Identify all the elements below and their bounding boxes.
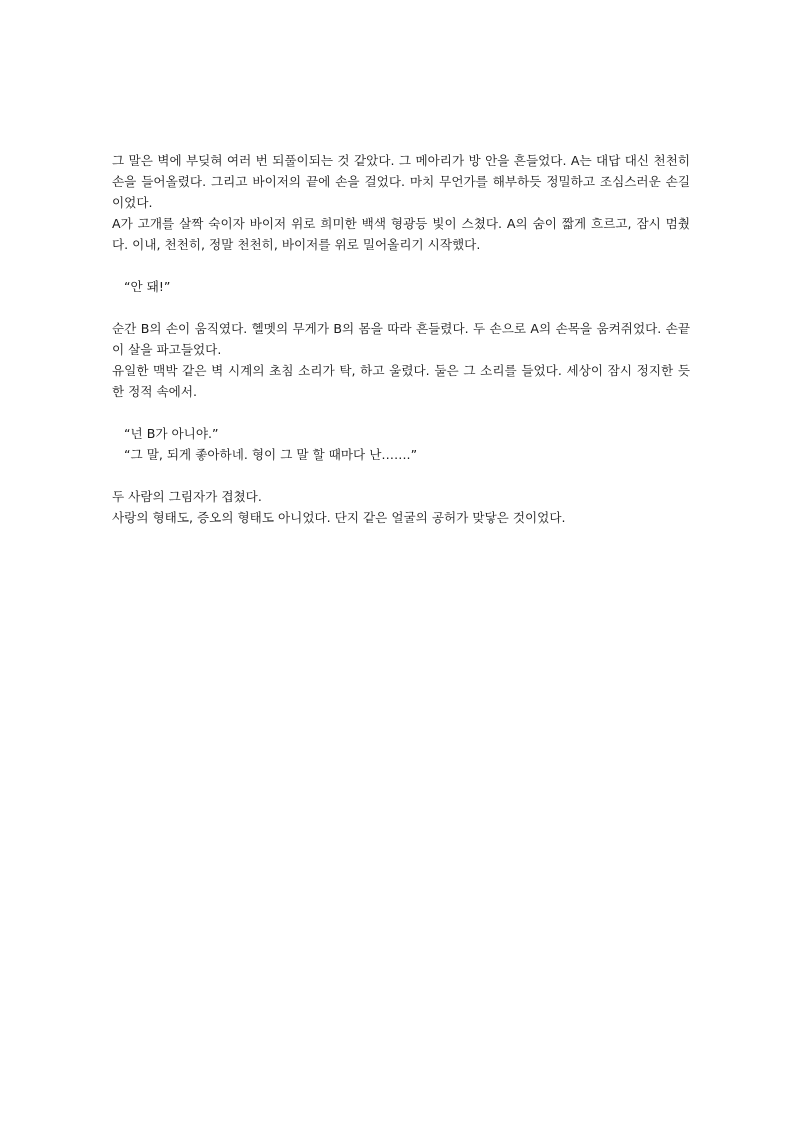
paragraph: 그 말은 벽에 부딪혀 여러 번 되풀이되는 것 같았다. 그 메아리가 방 안을 흔들었다. A는 대답 대신 천천히 손을 들어올렸다. 그리고 바이저의 끝에 손을 걸었다. 마치 무언가를 해부하듯 정밀하고 조심스러운 손길이었다. — [112, 153, 690, 210]
paragraph: 순간 B의 손이 움직였다. 헬멧의 무게가 B의 몸을 따라 흔들렸다. 두 손으로 A의 손목을 움켜쥐었다. 손끝이 살을 파고들었다. — [112, 321, 690, 357]
paragraph-gap — [112, 297, 690, 318]
dialogue-line: “그 말, 되게 좋아하네. 형이 그 말 할 때마다 난…….” — [124, 447, 418, 462]
paragraph: 두 사람의 그림자가 겹쳤다. — [112, 489, 262, 504]
document-page — [112, 150, 690, 528]
paragraph: A가 고개를 살짝 숙이자 바이저 위로 희미한 백색 형광등 빛이 스쳤다. A의 숨이 짧게 흐르고, 잠시 멈췄다. 이내, 천천히, 정말 천천히, 바이저를 위로 밀어올리기 시작했다. — [112, 216, 690, 252]
paragraph-gap — [112, 255, 690, 276]
dialogue-line: “넌 B가 아니야.” — [124, 426, 219, 441]
paragraph: 유일한 맥박 같은 벽 시계의 초침 소리가 탁, 하고 울렸다. 둘은 그 소리를 들었다. 세상이 잠시 정지한 듯한 정적 속에서. — [112, 363, 690, 399]
dialogue-line: “안 돼!” — [124, 279, 171, 294]
paragraph-gap — [112, 465, 690, 486]
paragraph: 사랑의 형태도, 증오의 형태도 아니었다. 단지 같은 얼굴의 공허가 맞닿은 것이었다. — [112, 510, 566, 525]
paragraph-gap — [112, 402, 690, 423]
